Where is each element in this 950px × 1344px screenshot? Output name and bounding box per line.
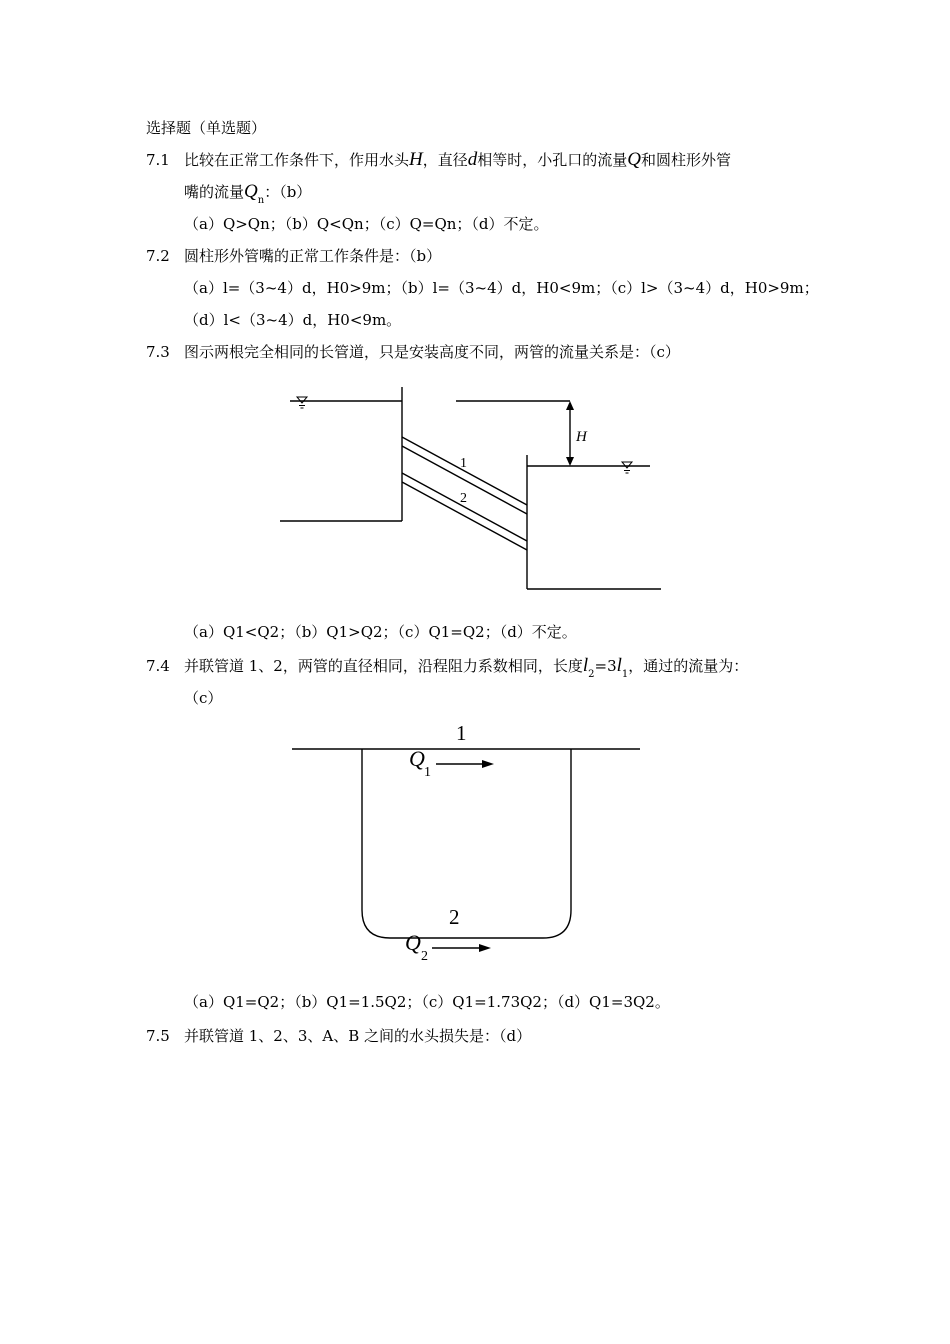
question-7-2-text: 圆柱形外管嘴的正常工作条件是：（b）: [184, 247, 442, 265]
question-number-7-4: 7.4: [146, 657, 170, 675]
pipe-1-label: 1: [460, 456, 467, 471]
question-7-2-options-line-1: （a）l=（3~4）d，H0>9m；（b）l=（3~4）d，H0<9m；（c）l>（3~4）d，H0>9m；: [184, 279, 819, 297]
question-7-4-line-2: （c）: [184, 689, 223, 707]
section-title: 选择题（单选题）: [146, 119, 267, 137]
flow-1-label: Q: [409, 746, 425, 771]
flow-1-subscript: 1: [424, 765, 431, 780]
question-7-1-line-2: 嘴的流量$Q_n$：（b）: [184, 181, 312, 206]
question-7-5-text: 并联管道 1、2、3、A、B 之间的水头损失是：（d）: [184, 1027, 532, 1045]
question-7-2-options-line-2: （d）l<（3~4）d，H0<9m。: [184, 311, 402, 329]
question-7-4-options: （a）Q1=Q2；（b）Q1=1.5Q2；（c）Q1=1.73Q2；（d）Q1=3Q2。: [184, 993, 670, 1011]
question-7-1-options: （a）Q>Qn；（b）Q<Qn；（c）Q=Qn；（d）不定。: [184, 215, 549, 233]
flow-1-arrow-icon: [482, 760, 494, 768]
question-number-7-5: 7.5: [146, 1027, 170, 1045]
flow-2-label: Q: [405, 930, 421, 955]
flow-2-arrow-icon: [479, 944, 491, 952]
parallel-pipe-1-label: 1: [456, 721, 467, 745]
pipe-2-line: [362, 910, 571, 938]
question-7-4-line-1: 并联管道 1、2，两管的直径相同，沿程阻力系数相同，长度$l_2=3l_1$，通过的流量为：: [184, 655, 749, 680]
question-number-7-1: 7.1: [146, 151, 170, 169]
question-7-1-line-1: 比较在正常工作条件下，作用水头H，直径d相等时，小孔口的流量Q和圆柱形外管: [184, 149, 732, 170]
flow-2-subscript: 2: [421, 949, 428, 964]
question-number-7-3: 7.3: [146, 343, 170, 361]
height-label: H: [576, 429, 587, 445]
question-number-7-2: 7.2: [146, 247, 170, 265]
question-7-3-options: （a）Q1<Q2；（b）Q1>Q2；（c）Q1=Q2；（d）不定。: [184, 623, 577, 641]
pipe-2-label: 2: [460, 491, 467, 506]
question-7-3-text: 图示两根完全相同的长管道，只是安装高度不同，两管的流量关系是：（c）: [184, 343, 680, 361]
parallel-pipe-2-label: 2: [449, 905, 460, 929]
